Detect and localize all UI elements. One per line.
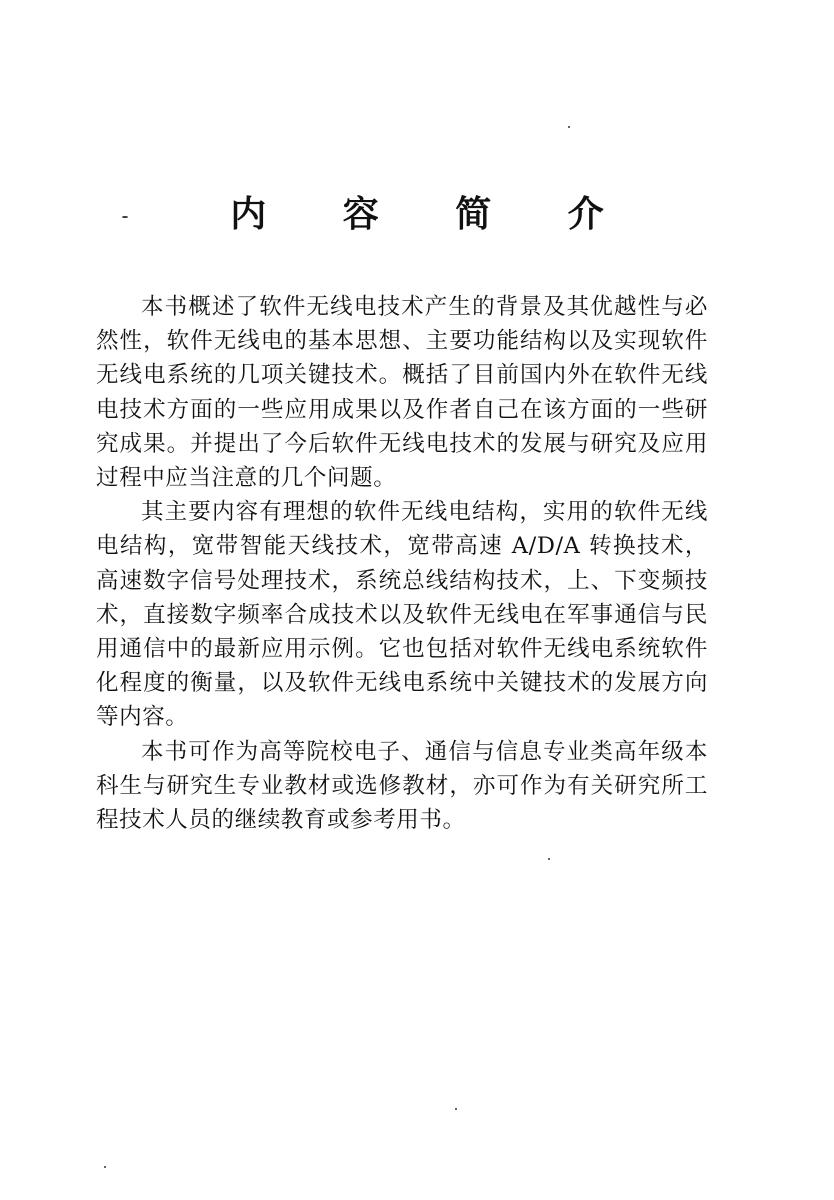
paragraph-3: 本书可作为高等院校电子、通信与信息专业类高年级本科生与研究生专业教材或选修教材，亦可作为有关研究所工程技术人员的继续教育或参考用书。: [96, 738, 708, 834]
paragraph-2: 其主要内容有理想的软件无线电结构，实用的软件无线电结构，宽带智能天线技术，宽带高速 A/D/A 转换技术，高速数字信号处理技术，系统总线结构技术，上、下变频技术，直接数字频率合成技术以及软件无线电在军事通信与民用通信中的最新应用示例。它也包括对软件无线电系统软件化程度的衡量，以及软件无线电系统中关键技术的发展方向等内容。: [96, 499, 708, 731]
page-title: 内 容 简 介: [230, 193, 636, 235]
paragraph-1: 本书概述了软件无线电技术产生的背景及其优越性与必然性，软件无线电的基本思想、主要功能结构以及实现软件无线电系统的几项关键技术。概括了目前国内外在软件无线电技术方面的一些应用成果以及作者自己在该方面的一些研究成果。并提出了今后软件无线电技术的发展与研究及应用过程中应当注意的几个问题。: [96, 294, 708, 492]
scan-speck: [104, 1166, 106, 1168]
scan-speck: [548, 858, 550, 860]
scan-speck: [568, 126, 570, 128]
summary-body: [96, 290, 708, 837]
scan-speck: [455, 1108, 457, 1110]
